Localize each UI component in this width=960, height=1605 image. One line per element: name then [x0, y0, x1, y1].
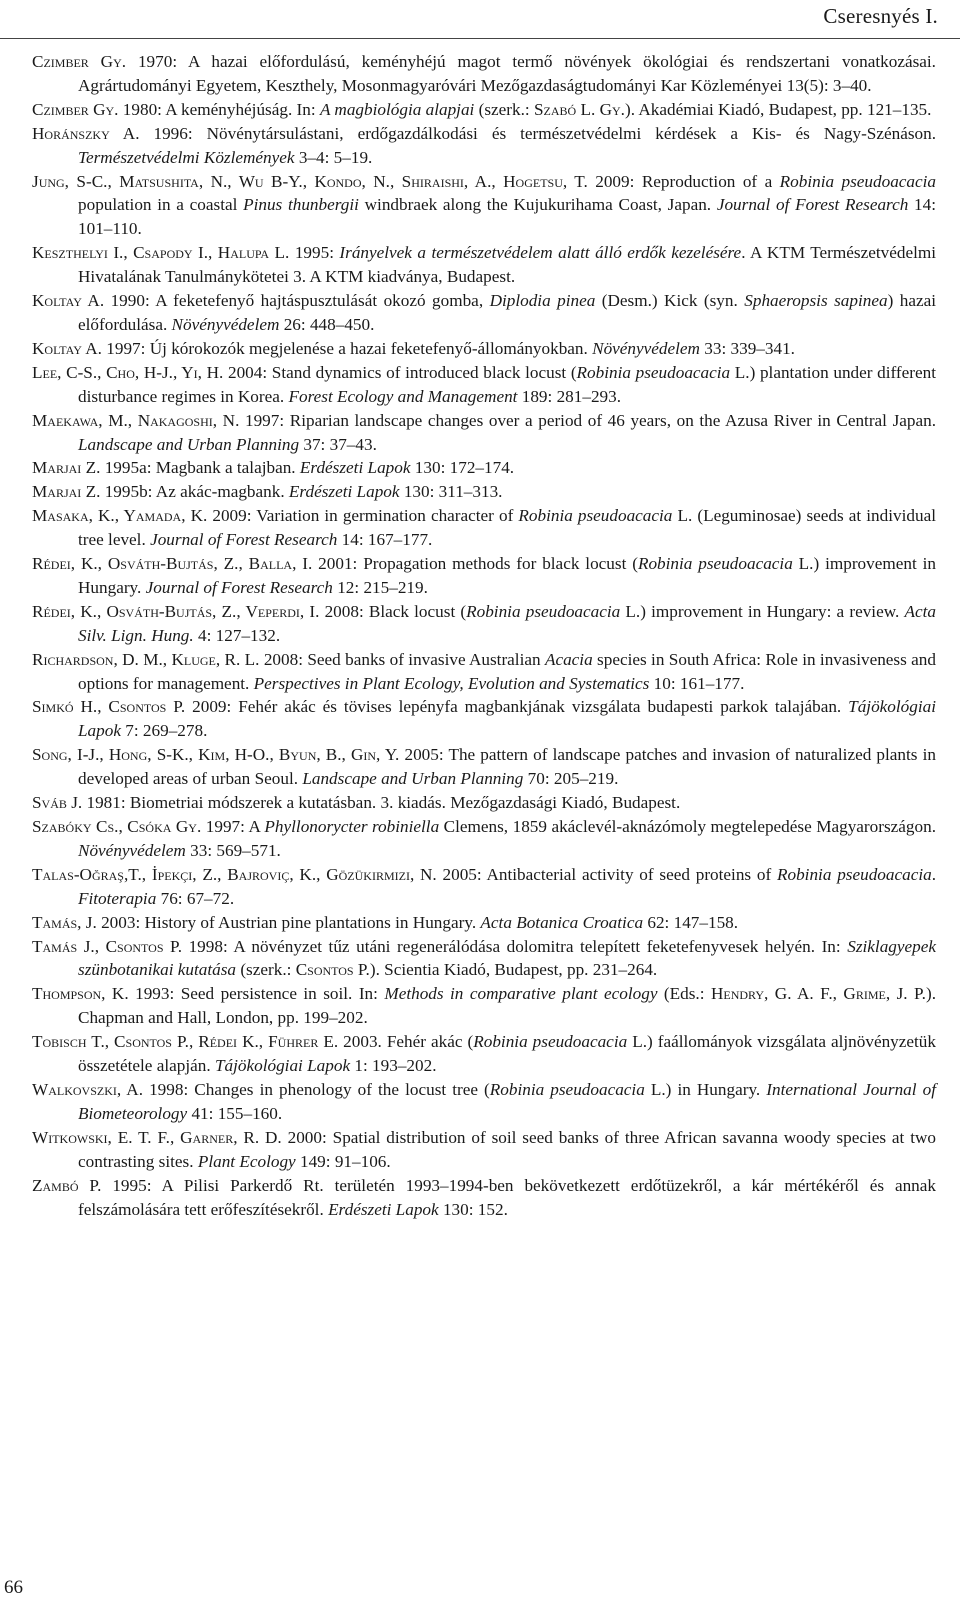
reference-italic-text: Sziklagyepek szünbotanikai kutatása: [78, 936, 936, 980]
reference-text: 130: 311–313.: [399, 482, 503, 502]
reference-text: 2009: Fehér akác és tövises lepényfa magbankjának vizsgálata budapesti parkok talajában.: [185, 697, 849, 717]
reference-italic-text: Robinia pseudoacacia: [489, 1079, 645, 1099]
reference-authors: Thompson, K.: [32, 984, 129, 1004]
reference-italic-text: Plant Ecology: [197, 1151, 296, 1171]
reference-list: [32, 50, 936, 1221]
reference-text: ). Scientia Kiadó, Budapest, pp. 231–264.: [369, 960, 658, 980]
reference-text: (szerk.:: [474, 99, 534, 119]
reference-entry: [32, 935, 936, 983]
reference-text: (Eds.:: [657, 984, 711, 1004]
reference-text: 1990: A feketefenyő hajtáspusztulását okozó gomba,: [104, 291, 490, 311]
reference-italic-text: Robinia pseudoacacia: [518, 506, 673, 526]
reference-italic-text: Irányelvek a természetvédelem alatt álló erdők kezelésére: [339, 243, 742, 263]
reference-italic-text: Acacia: [544, 649, 593, 669]
reference-authors: Czimber Gy.: [32, 52, 127, 71]
reference-text: 33: 339–341.: [699, 338, 795, 358]
reference-text: 1995:: [289, 243, 340, 263]
running-header: [0, 0, 960, 36]
reference-authors: Tobisch T., Csontos P., Rédei K., Führer E.: [32, 1032, 339, 1052]
reference-text: 1997: Riparian landscape changes over a period of 46 years, on the Azusa River in Central Japan.: [239, 410, 936, 430]
reference-authors: Marjai Z.: [32, 458, 101, 478]
reference-authors: Maekawa, M., Nakagoshi, N.: [32, 410, 240, 430]
reference-text: 189: 281–293.: [517, 386, 622, 406]
reference-italic-text: Robinia pseudoacacia: [473, 1032, 628, 1052]
reference-italic-text: Tájökológiai Lapok: [214, 1056, 351, 1076]
reference-text: 2000: Spatial distribution of soil seed banks of three African savanna woody species at two contrasting sites.: [78, 1127, 936, 1171]
reference-text: 14: 167–177.: [337, 530, 433, 550]
reference-italic-text: Phyllonorycter robiniella: [264, 817, 440, 836]
reference-text: 2008: Black locust (: [319, 601, 467, 621]
reference-text: L.) in Hungary.: [644, 1079, 767, 1099]
reference-entry: [32, 361, 936, 409]
reference-authors: Koltay A.: [32, 291, 105, 311]
reference-text: 1998: Changes in phenology of the locust tree (: [143, 1079, 490, 1099]
reference-text: 1995: A Pilisi Parkerdő Rt. területén 1993–1994-ben bekövetkezett erdőtüzekről, a kár mértékéről és annak felszámolására tett erőfeszítésekről.: [78, 1175, 936, 1219]
reference-italic-text: Robinia pseudoacacia: [779, 171, 937, 191]
reference-text: population in a coastal: [78, 195, 244, 215]
reference-text: 1997: Új kórokozók megjelenése a hazai feketefenyő-állományokban.: [101, 338, 593, 358]
reference-text: 149: 91–106.: [295, 1151, 391, 1171]
reference-text: 1995b: Az akác-magbank.: [100, 482, 289, 502]
reference-text: (szerk.:: [236, 960, 296, 980]
reference-entry: [32, 743, 936, 791]
reference-authors: Masaka, K., Yamada, K.: [32, 506, 208, 526]
reference-authors: Walkovszki, A.: [32, 1079, 144, 1099]
reference-authors: Tamás J., Csontos P.: [32, 936, 183, 956]
reference-text: 33: 569–571.: [185, 840, 281, 860]
reference-text: 2009: Reproduction of a: [587, 171, 780, 191]
reference-text: L.) faállományok vizsgálata aljnövényzetük összetétele alapján.: [78, 1032, 936, 1076]
reference-text: 1998: A növényzet tűz utáni regenerálódása dolomitra telepített feketefenyvesek helyén. In:: [182, 936, 848, 956]
reference-entry: [32, 1030, 936, 1078]
reference-text: ) hazai előfordulása.: [78, 291, 936, 334]
reference-entry: [32, 600, 936, 648]
reference-entry: [32, 98, 936, 122]
reference-authors: Keszthelyi I., Csapody I., Halupa L.: [32, 243, 290, 263]
reference-italic-text: Landscape and Urban Planning: [78, 434, 300, 454]
reference-text: Clemens, 1859 akáclevél-aknázómoly megtelepedése Magyarországon.: [439, 817, 936, 836]
reference-entry: [32, 695, 936, 743]
reference-text: species in South Africa: Role in invasiveness and options for management.: [78, 649, 936, 693]
reference-authors: Sváb J.: [32, 793, 83, 813]
reference-text: 1970: A hazai előfordulású, keményhéjú magot termő növények ökológiai és rendszertani vonatkozásai. Agrártudományi Egyetem, Keszthely, Mosonmagyaróvári Mezőgazdaságtudományi Kar Közleményei 13(5): 3–40.: [78, 52, 936, 95]
reference-entry: [32, 480, 936, 504]
reference-text: 62: 147–158.: [643, 912, 739, 932]
reference-authors: Szabó L. Gy.: [533, 99, 625, 119]
reference-entry: [32, 456, 936, 480]
reference-text: 76: 67–72.: [156, 888, 235, 908]
reference-entry: [32, 863, 936, 911]
reference-italic-text: Tájökológiai Lapok: [78, 697, 937, 741]
reference-text: 37: 37–43.: [299, 434, 377, 454]
reference-text: . A KTM Természetvédelmi Hivatalának Tanulmánykötetei 3. A KTM kiadványa, Budapest.: [78, 243, 936, 287]
reference-text: 2005: Antibacterial activity of seed proteins of: [436, 864, 777, 884]
reference-text: 3–4: 5–19.: [294, 147, 373, 167]
header-author: Cseresnyés I.: [823, 4, 938, 28]
reference-entry: [32, 409, 936, 457]
reference-text: 2008: Seed banks of invasive Australian: [259, 649, 545, 669]
reference-text: 10: 161–177.: [649, 673, 745, 693]
reference-italic-text: Journal of Forest Research: [145, 577, 333, 597]
reference-entry: [32, 982, 936, 1030]
reference-text: windbraek along the Kujukurihama Coast, Japan.: [358, 195, 717, 215]
reference-italic-text: Robinia pseudoacacia: [776, 864, 932, 884]
reference-authors: Song, I-J., Hong, S-K., Kim, H-O., Byun, B., Gin, Y.: [32, 745, 400, 765]
reference-entry: [32, 504, 936, 552]
reference-text: L. (Leguminosae) seeds at individual tree level.: [78, 506, 936, 550]
reference-italic-text: Perspectives in Plant Ecology, Evolution and Systematics: [253, 673, 650, 693]
reference-italic-text: Erdészeti Lapok: [299, 458, 411, 478]
reference-italic-text: A magbiológia alapjai: [319, 99, 475, 119]
reference-authors: Lee, C-S., Cho, H-J., Yi, H.: [32, 362, 224, 382]
reference-text: 4: 127–132.: [193, 625, 281, 645]
reference-authors: Richardson, D. M., Kluge, R. L.: [32, 649, 260, 669]
reference-text: L.) plantation under different disturbance regimes in Korea.: [78, 362, 936, 406]
reference-authors: Tamás, J.: [32, 912, 97, 932]
reference-authors: Koltay A.: [32, 338, 102, 358]
reference-italic-text: Fitoterapia: [78, 888, 157, 908]
header-rule: [0, 38, 960, 39]
reference-text: 7: 269–278.: [120, 721, 208, 741]
reference-authors: Rédei, K., Osváth-Bujtás, Z., Veperdi, I.: [32, 601, 320, 621]
reference-text: 26: 448–450.: [279, 314, 375, 334]
reference-text: 2009: Variation in germination character of: [207, 506, 519, 526]
reference-text: 12: 215–219.: [332, 577, 428, 597]
reference-text: 70: 205–219.: [523, 769, 619, 789]
reference-authors: Marjai Z.: [32, 482, 101, 502]
reference-italic-text: Természetvédelmi Közlemények: [78, 147, 295, 167]
reference-italic-text: Sphaeropsis sapinea: [744, 291, 888, 311]
reference-italic-text: International Journal of Biometeorology: [78, 1079, 936, 1123]
reference-italic-text: Forest Ecology and Management: [288, 386, 518, 406]
reference-text: 130: 172–174.: [410, 458, 515, 478]
reference-text: 2001: Propagation methods for black locust (: [312, 554, 638, 574]
reference-authors: Witkowski, E. T. F., Garner, R. D.: [32, 1127, 282, 1147]
reference-text: 2005: The pattern of landscape patches and invasion of naturalized plants in developed areas of urban Seoul.: [78, 745, 936, 789]
reference-authors: Talas-Oğraş,T., İpekçi, Z., Bajroviç, K., Gözükirmizi, N.: [32, 864, 437, 884]
reference-entry: [32, 791, 936, 815]
reference-entry: [32, 911, 936, 935]
reference-authors: Hendry, G. A. F., Grime, J. P.: [710, 984, 926, 1004]
reference-text: 1980: A keményhéjúság. In:: [118, 99, 320, 119]
reference-text: 1981: Biometriai módszerek a kutatásban. 3. kiadás. Mezőgazdasági Kiadó, Budapest.: [82, 793, 681, 813]
reference-authors: Zambó P.: [32, 1175, 102, 1195]
reference-text: ). Akadémiai Kiadó, Budapest, pp. 121–135.: [624, 99, 932, 119]
reference-text: 1996: Növénytársulástani, erdőgazdálkodási és természetvédelmi kérdések a Kis- és Nagy-Szénáson.: [139, 123, 937, 143]
reference-entry: [32, 1126, 936, 1174]
reference-text: 1995a: Magbank a talajban.: [100, 458, 300, 478]
reference-italic-text: Növényvédelem: [592, 338, 700, 358]
reference-entry: [32, 337, 936, 361]
reference-entry: [32, 241, 936, 289]
reference-entry: [32, 1078, 936, 1126]
reference-italic-text: Növényvédelem: [78, 840, 186, 860]
reference-text: 1997: A: [201, 817, 265, 836]
reference-italic-text: Acta Silv. Lign. Hung.: [78, 601, 936, 645]
reference-entry: [32, 648, 936, 696]
reference-italic-text: Robinia pseudoacacia: [576, 362, 731, 382]
reference-text: ). Chapman and Hall, London, pp. 199–202.: [78, 984, 936, 1028]
reference-text: L.) improvement in Hungary.: [78, 554, 936, 597]
reference-text: 1993: Seed persistence in soil. In:: [128, 984, 385, 1004]
reference-italic-text: Növényvédelem: [171, 314, 280, 334]
reference-italic-text: Journal of Forest Research: [716, 195, 909, 215]
reference-authors: Simkó H., Csontos P.: [32, 697, 186, 717]
reference-text: L.) improvement in Hungary: a review.: [620, 601, 905, 621]
reference-text: 1: 193–202.: [350, 1056, 437, 1076]
page-number: 66: [4, 1577, 23, 1598]
reference-italic-text: Acta Botanica Croatica: [480, 912, 644, 932]
reference-entry: [32, 170, 936, 242]
reference-italic-text: Erdészeti Lapok: [328, 1199, 439, 1219]
reference-authors: Jung, S-C., Matsushita, N., Wu B-Y., Kondo, N., Shiraishi, A., Hogetsu, T.: [32, 171, 588, 191]
reference-text: 130: 152.: [438, 1199, 508, 1219]
reference-text: 14: 101–110.: [78, 195, 937, 239]
reference-entry: [32, 50, 936, 98]
reference-text: 2004: Stand dynamics of introduced black locust (: [223, 362, 577, 382]
reference-entry: [32, 122, 936, 170]
reference-authors: Czimber Gy.: [32, 99, 119, 119]
reference-text: 2003. Fehér akác (: [338, 1032, 474, 1052]
reference-italic-text: Journal of Forest Research: [150, 530, 338, 550]
reference-italic-text: Robinia pseudoacacia: [466, 601, 621, 621]
reference-text: (Desm.) Kick (syn.: [595, 291, 745, 311]
reference-text: 41: 155–160.: [187, 1103, 283, 1123]
reference-text: 2003: History of Austrian pine plantations in Hungary.: [96, 912, 481, 932]
reference-italic-text: Methods in comparative plant ecology: [384, 984, 658, 1004]
reference-italic-text: Erdészeti Lapok: [288, 482, 400, 502]
reference-italic-text: Robinia pseudoacacia: [637, 554, 793, 574]
reference-authors: Csontos P.: [295, 960, 370, 980]
reference-entry: [32, 552, 936, 600]
reference-entry: [32, 1174, 936, 1222]
reference-italic-text: Pinus thunbergii: [243, 195, 359, 215]
reference-authors: Rédei, K., Osváth-Bujtás, Z., Balla, I.: [32, 554, 313, 574]
reference-italic-text: Diplodia pinea: [489, 291, 596, 311]
reference-text: .: [931, 864, 936, 884]
reference-italic-text: Landscape and Urban Planning: [302, 769, 524, 789]
reference-authors: Horánszky A.: [32, 123, 140, 143]
reference-entry: [32, 815, 936, 863]
reference-authors: Szabóky Cs., Csóka Gy.: [32, 817, 202, 836]
reference-entry: [32, 289, 936, 337]
